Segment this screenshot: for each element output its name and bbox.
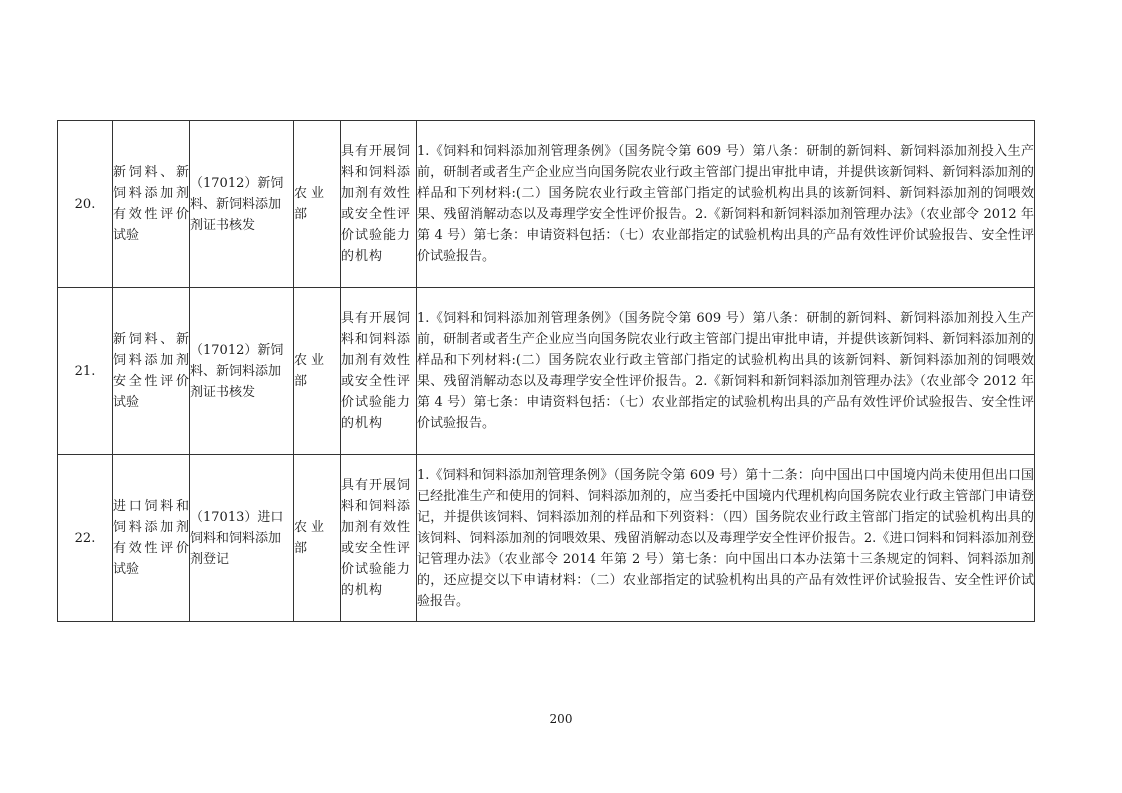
item-name: 进口饲料和饲料添加剂有效性评价试验 xyxy=(113,455,190,622)
legal-basis: 1.《饲料和饲料添加剂管理条例》（国务院令第 609 号）第十二条：向中国出口中国境内尚未使用但出口国已经批准生产和使用的饲料、饲料添加剂的，应当委托中国境内代理机构向国务院农业行政主管部门申请登记，并提供该饲料、饲料添加剂的样品和下列资料：（四）国务院农业行政主管部门指定的试验机构出具的该饲料、饲料添加剂的饲喂效果、残留消解动态以及毒理学安全性评价报告。2.《进口饲料和饲料添加剂登记管理办法》（农业部令 2014 年第 2 号）第七条：向中国出口本办法第十三条规定的饲料、饲料添加剂的，还应提交以下申请材料：（二）农业部指定的试验机构出具的产品有效性评价试验报告、安全性评价试验报告。 xyxy=(417,455,1035,622)
institution-condition: 具有开展饲料和饲料添加剂有效性或安全性评价试验能力的机构 xyxy=(341,121,417,288)
approval-item: （17012）新饲料、新饲料添加剂证书核发 xyxy=(190,121,294,288)
legal-basis: 1.《饲料和饲料添加剂管理条例》（国务院令第 609 号）第八条：研制的新饲料、新饲料添加剂投入生产前，研制者或者生产企业应当向国务院农业行政主管部门提出审批申请，并提供该新饲料、新饲料添加剂的样品和下列材料:(二）国务院农业行政主管部门指定的试验机构出具的该新饲料、新饲料添加剂的饲喂效果、残留消解动态以及毒理学安全性评价报告。2.《新饲料和新饲料添加剂管理办法》（农业部令 2012 年第 4 号）第七条：申请资料包括：（七）农业部指定的试验机构出具的产品有效性评价试验报告、安全性评价试验报告。 xyxy=(417,288,1035,455)
approval-item: （17013）进口饲料和饲料添加剂登记 xyxy=(190,455,294,622)
institution-condition: 具有开展饲料和饲料添加剂有效性或安全性评价试验能力的机构 xyxy=(341,455,417,622)
row-number: 22. xyxy=(58,455,113,622)
approval-item: （17012）新饲料、新饲料添加剂证书核发 xyxy=(190,288,294,455)
institution-condition: 具有开展饲料和饲料添加剂有效性或安全性评价试验能力的机构 xyxy=(341,288,417,455)
table-row xyxy=(58,455,1035,622)
item-name: 新饲料、新饲料添加剂安全性评价试验 xyxy=(113,288,190,455)
page-number: 200 xyxy=(549,712,573,726)
department: 农业部 xyxy=(294,121,341,288)
legal-basis: 1.《饲料和饲料添加剂管理条例》（国务院令第 609 号）第八条：研制的新饲料、新饲料添加剂投入生产前，研制者或者生产企业应当向国务院农业行政主管部门提出审批申请，并提供该新饲料、新饲料添加剂的样品和下列材料:(二）国务院农业行政主管部门指定的试验机构出具的该新饲料、新饲料添加剂的饲喂效果、残留消解动态以及毒理学安全性评价报告。2.《新饲料和新饲料添加剂管理办法》（农业部令 2012 年第 4 号）第七条：申请资料包括：（七）农业部指定的试验机构出具的产品有效性评价试验报告、安全性评价试验报告。 xyxy=(417,121,1035,288)
item-name: 新饲料、新饲料添加剂有效性评价试验 xyxy=(113,121,190,288)
table-row xyxy=(58,121,1035,288)
department: 农业部 xyxy=(294,455,341,622)
row-number: 20. xyxy=(58,121,113,288)
row-number: 21. xyxy=(58,288,113,455)
items-table xyxy=(57,120,1035,622)
table-row xyxy=(58,288,1035,455)
department: 农业部 xyxy=(294,288,341,455)
